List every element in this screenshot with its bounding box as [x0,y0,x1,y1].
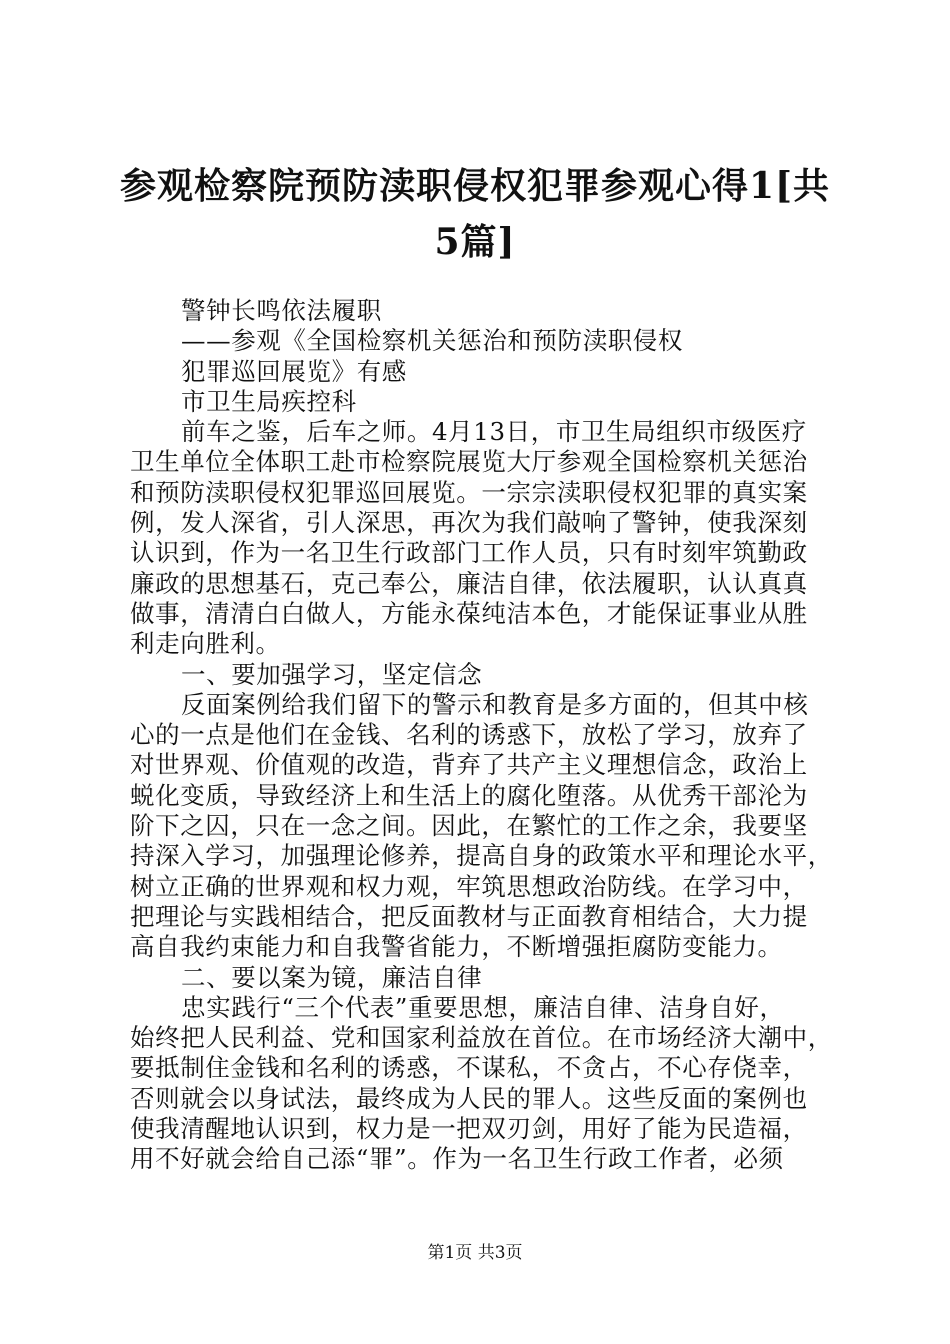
body-line: 例，发人深省，引人深思，再次为我们敲响了警钟，使我深刻 [130,508,808,538]
body-line: 卫生单位全体职工赴市检察院展览大厅参观全国检察机关惩治 [130,447,808,477]
body-line: 使我清醒地认识到，权力是一把双刃剑，用好了能为民造福， [130,1114,808,1144]
document-title: 参观检察院预防渎职侵权犯罪参观心得1[共5篇] [119,165,831,263]
body-line: 用不好就会给自己添“罪”。作为一名卫生行政工作者，必须 [130,1144,784,1174]
body-line: ——参观《全国检察机关惩治和预防渎职侵权 [181,326,683,356]
body-line: 做事，清清白白做人，方能永葆纯洁本色，才能保证事业从胜 [130,598,808,628]
body-line: 认识到，作为一名卫生行政部门工作人员，只有时刻牢筑勤政 [130,538,808,568]
body-line: 对世界观、价值观的改造，背弃了共产主义理想信念，政治上 [130,750,808,780]
body-line: 始终把人民利益、党和国家利益放在首位。在市场经济大潮中， [130,1023,833,1053]
body-line: 要抵制住金钱和名利的诱惑，不谋私，不贪占，不心存侥幸， [130,1053,808,1083]
page-footer: 第1页 共3页 [427,1243,523,1263]
body-line: 反面案例给我们留下的警示和教育是多方面的，但其中核 [181,689,809,719]
body-line: 犯罪巡回展览》有感 [181,356,407,386]
body-line: 二、要以案为镜，廉洁自律 [181,962,483,992]
body-line: 心的一点是他们在金钱、名利的诱惑下，放松了学习，放弃了 [130,720,808,750]
body-line: 利走向胜利。 [130,629,281,659]
body-line: 树立正确的世界观和权力观，牢筑思想政治防线。在学习中， [130,871,808,901]
document-body [130,296,840,1175]
body-line: 前车之鉴，后车之师。4月13日，市卫生局组织市级医疗 [181,417,807,447]
body-line: 蜕化变质，导致经济上和生活上的腐化堕落。从优秀干部沦为 [130,780,808,810]
body-line: 和预防渎职侵权犯罪巡回展览。一宗宗渎职侵权犯罪的真实案 [130,477,808,507]
body-line: 警钟长鸣依法履职 [181,296,382,325]
body-line: 高自我约束能力和自我警省能力，不断增强拒腐防变能力。 [130,932,783,962]
body-line: 忠实践行“三个代表”重要思想，廉洁自律、洁身自好， [181,992,785,1022]
body-line: 一、要加强学习，坚定信念 [181,659,483,689]
body-line: 廉政的思想基石，克己奉公，廉洁自律，依法履职，认认真真 [130,568,808,598]
body-line: 否则就会以身试法，最终成为人民的罪人。这些反面的案例也 [130,1083,808,1113]
body-line: 阶下之囚，只在一念之间。因此，在繁忙的工作之余，我要坚 [130,811,808,841]
body-line: 持深入学习，加强理论修养，提高自身的政策水平和理论水平， [130,841,833,871]
body-line: 市卫生局疾控科 [181,386,357,416]
body-line: 把理论与实践相结合，把反面教材与正面教育相结合，大力提 [130,901,808,931]
